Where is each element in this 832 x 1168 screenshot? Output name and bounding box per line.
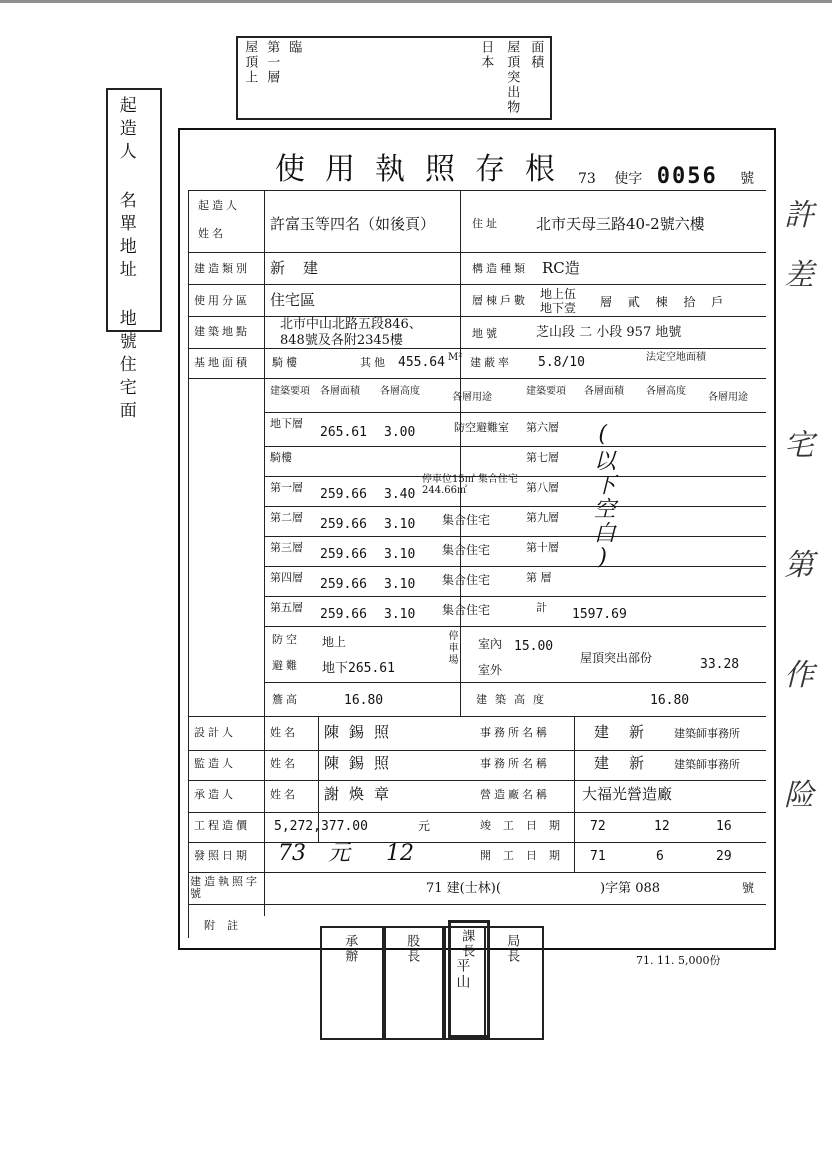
shelter-label-2: 避難 bbox=[272, 659, 300, 672]
permit-form bbox=[178, 128, 776, 950]
approval-stamp bbox=[484, 926, 544, 1040]
shelter-label: 防空 bbox=[272, 633, 300, 646]
other-label: 其他 bbox=[360, 356, 388, 369]
side-stamp bbox=[106, 88, 162, 424]
top-stamp-line: 臨 bbox=[286, 40, 302, 55]
floor-height: 3.10 bbox=[384, 517, 416, 532]
contractor-firm-label: 營造廠名稱 bbox=[480, 788, 550, 801]
top-stamp-line: 屋頂突出物 bbox=[504, 40, 520, 115]
arcade-label: 騎樓 bbox=[272, 356, 300, 369]
floor-use: 停車位15㎡ 集合住宅244.66㎡ bbox=[422, 474, 518, 496]
supervisor-name-label: 姓名 bbox=[270, 757, 298, 770]
designer-office-suffix: 建築師事務所 bbox=[674, 727, 740, 740]
contractor-name-label: 姓名 bbox=[270, 788, 298, 801]
ratio-value: 5.8/10 bbox=[538, 355, 585, 370]
units-above: 地上伍 bbox=[540, 287, 577, 301]
zoning-label: 使用分區 bbox=[194, 294, 250, 307]
note-label: 附註 bbox=[204, 919, 250, 932]
parking-label: 停車場 bbox=[446, 630, 457, 666]
category-value: 新建 bbox=[270, 259, 337, 277]
floor-use: 集合住宅 bbox=[442, 573, 491, 587]
floor-height: 3.40 bbox=[384, 487, 416, 502]
building-height-label: 建築高度 bbox=[476, 693, 552, 706]
roof-label: 屋頂突出部份 bbox=[580, 651, 653, 665]
location-label: 建築地點 bbox=[194, 325, 250, 338]
side-stamp-text: 起造人 名單地址 地號住宅面 bbox=[115, 96, 136, 424]
structure-label: 構造種類 bbox=[472, 262, 528, 275]
completion-label: 竣工日期 bbox=[480, 819, 572, 832]
location-line1: 北市中山北路五段846、 bbox=[280, 317, 422, 332]
parking-outdoor-label: 室外 bbox=[478, 663, 503, 677]
side-handwriting: 第 bbox=[784, 548, 814, 583]
floor-name: 地下層 bbox=[270, 417, 303, 430]
floor-name: 第 層 bbox=[526, 571, 552, 584]
side-handwriting: 宅 bbox=[784, 428, 814, 463]
roof-value: 33.28 bbox=[700, 657, 740, 672]
contractor-firm: 大福光營造廠 bbox=[582, 785, 673, 803]
units-value: 層 貳 棟 拾 戶 bbox=[600, 295, 730, 309]
supervisor-label: 監造人 bbox=[194, 757, 236, 770]
floor-height: 3.10 bbox=[384, 577, 416, 592]
approval-stamp-text: 課長 bbox=[459, 929, 475, 959]
supervisor-office: 建新 bbox=[594, 754, 665, 772]
ratio-label: 建蔽率 bbox=[470, 356, 512, 369]
supervisor-office-suffix: 建築師事務所 bbox=[674, 758, 740, 771]
floor-name: 第六層 bbox=[526, 421, 559, 434]
floor-area: 259.66 bbox=[320, 607, 367, 622]
contractor-label: 承造人 bbox=[194, 788, 236, 801]
issue-date-label: 發照日期 bbox=[194, 849, 250, 862]
floor-height: 3.10 bbox=[384, 607, 416, 622]
floor-name: 第五層 bbox=[270, 601, 303, 614]
start-month: 6 bbox=[656, 849, 664, 864]
permit-serial: )字第 088 bbox=[600, 881, 661, 896]
floor-use: 防空避難室 bbox=[454, 421, 509, 434]
issue-day: 12 bbox=[386, 841, 414, 866]
category-label: 建造類別 bbox=[194, 262, 250, 275]
approval-stamp bbox=[382, 926, 446, 1040]
floor-header: 建築要項 bbox=[270, 386, 310, 397]
shelter-below: 地下265.61 bbox=[322, 661, 395, 676]
lot-value: 芝山段 二 小段 957 地號 bbox=[536, 325, 682, 340]
completion-day: 16 bbox=[716, 819, 732, 834]
floor-use: 集合住宅 bbox=[442, 603, 491, 617]
designer-office-label: 事務所名稱 bbox=[480, 726, 550, 739]
eave-height-value: 16.80 bbox=[344, 693, 384, 708]
floor-area: 265.61 bbox=[320, 425, 367, 440]
top-stamp bbox=[236, 36, 552, 120]
doc-type: 使字 bbox=[614, 171, 643, 187]
floor-name: 第九層 bbox=[526, 511, 559, 524]
floor-name: 騎樓 bbox=[270, 451, 292, 464]
floor-name: 第四層 bbox=[270, 571, 303, 584]
start-year: 71 bbox=[590, 849, 606, 864]
eave-height-label: 簷高 bbox=[272, 693, 300, 706]
floor-height: 3.10 bbox=[384, 547, 416, 562]
approval-stamp bbox=[320, 926, 386, 1040]
blank-note: (以下空白) bbox=[590, 422, 616, 572]
floor-header: 各層高度 bbox=[646, 386, 686, 397]
issue-month: 元 bbox=[328, 841, 351, 866]
units-below: 地下壹 bbox=[540, 301, 577, 315]
zoning-value: 住宅區 bbox=[270, 291, 316, 309]
floor-header: 各層用途 bbox=[708, 392, 748, 403]
permit-number-label: 建造執照字號 bbox=[190, 875, 260, 901]
cost-value: 5,272,377.00 bbox=[274, 819, 368, 834]
floor-header: 各層面積 bbox=[584, 386, 624, 397]
floor-use: 集合住宅 bbox=[442, 543, 491, 557]
structure-value: RC造 bbox=[542, 259, 580, 277]
side-handwriting: 险 bbox=[784, 778, 814, 813]
floor-area: 259.66 bbox=[320, 487, 367, 502]
supervisor-name: 陳錫照 bbox=[324, 754, 400, 772]
floor-name: 第七層 bbox=[526, 451, 559, 464]
lot-label: 地號 bbox=[472, 327, 500, 340]
builder-address: 北市天母三路40-2號六樓 bbox=[536, 215, 705, 233]
floor-area: 259.66 bbox=[320, 577, 367, 592]
completion-year: 72 bbox=[590, 819, 606, 834]
floor-use: 集合住宅 bbox=[442, 513, 491, 527]
builder-address-label: 住址 bbox=[472, 217, 500, 230]
parking-indoor-label: 室內 bbox=[478, 637, 503, 651]
floor-header: 各層面積 bbox=[320, 386, 360, 397]
approval-stamp-text: 承辦 bbox=[342, 934, 358, 964]
cost-label: 工程造價 bbox=[194, 819, 250, 832]
approval-stamp-text: 局長 bbox=[504, 934, 520, 964]
completion-month: 12 bbox=[654, 819, 670, 834]
parking-indoor-value: 15.00 bbox=[514, 639, 554, 654]
building-height-value: 16.80 bbox=[650, 693, 690, 708]
issue-year: 73 bbox=[278, 841, 306, 866]
top-stamp-line: 屋頂上 bbox=[242, 40, 258, 85]
start-date-label: 開工日期 bbox=[480, 849, 572, 862]
total-area: 1597.69 bbox=[572, 607, 627, 622]
doc-prefix: 73 bbox=[578, 171, 596, 187]
side-handwriting: 許 bbox=[784, 198, 814, 233]
contractor-name: 謝煥章 bbox=[324, 785, 400, 803]
start-day: 29 bbox=[716, 849, 732, 864]
floor-area: 259.66 bbox=[320, 517, 367, 532]
designer-name-label: 姓名 bbox=[270, 726, 298, 739]
approval-stamp-text: 平山 bbox=[454, 958, 471, 990]
site-area-label: 基地面積 bbox=[194, 356, 250, 369]
other-unit: M² bbox=[448, 352, 463, 363]
form-title: 使用執照存根 bbox=[275, 152, 575, 187]
permit-value: 71 建(士林)( bbox=[426, 881, 501, 896]
approval-stamp-text: 股長 bbox=[404, 934, 420, 964]
floor-height: 3.00 bbox=[384, 425, 416, 440]
other-value: 455.64 bbox=[398, 355, 445, 370]
designer-office: 建新 bbox=[594, 723, 665, 741]
floor-name: 第三層 bbox=[270, 541, 303, 554]
top-stamp-line: 面積 bbox=[528, 40, 544, 70]
supervisor-office-label: 事務所名稱 bbox=[480, 757, 550, 770]
doc-suffix: 號 bbox=[740, 171, 755, 187]
top-stamp-line: 日本 bbox=[478, 40, 494, 70]
floor-area: 259.66 bbox=[320, 547, 367, 562]
floor-header: 建築要項 bbox=[526, 386, 566, 397]
total-label: 計 bbox=[536, 601, 547, 614]
doc-number bbox=[578, 164, 754, 189]
scan-edge bbox=[0, 0, 832, 3]
builder-name-label: 姓名 bbox=[198, 227, 226, 240]
floor-name: 第八層 bbox=[526, 481, 559, 494]
floor-header: 各層用途 bbox=[452, 392, 492, 403]
builder-label: 起造人 bbox=[198, 199, 240, 212]
print-run-note: 71. 11. 5,000份 bbox=[636, 954, 721, 967]
top-stamp-line: 第一層 bbox=[264, 40, 280, 85]
cost-unit: 元 bbox=[418, 819, 431, 833]
designer-label: 設計人 bbox=[194, 726, 236, 739]
side-handwriting: 差 bbox=[784, 258, 814, 293]
location-line2: 848號及各附2345樓 bbox=[280, 333, 403, 348]
builder-name: 許富玉等四名（如後頁） bbox=[270, 215, 436, 233]
units-label: 層棟戶數 bbox=[472, 294, 528, 307]
floor-name: 第二層 bbox=[270, 511, 303, 524]
side-handwriting: 作 bbox=[784, 658, 814, 693]
floor-header: 各層高度 bbox=[380, 386, 420, 397]
floor-name: 第一層 bbox=[270, 481, 303, 494]
designer-name: 陳錫照 bbox=[324, 723, 400, 741]
shelter-above: 地上 bbox=[322, 635, 347, 649]
permit-suffix: 號 bbox=[742, 881, 755, 895]
doc-serial: 0056 bbox=[656, 164, 718, 189]
floor-name: 第十層 bbox=[526, 541, 559, 554]
required-open-label: 法定空地面積 bbox=[646, 352, 706, 363]
